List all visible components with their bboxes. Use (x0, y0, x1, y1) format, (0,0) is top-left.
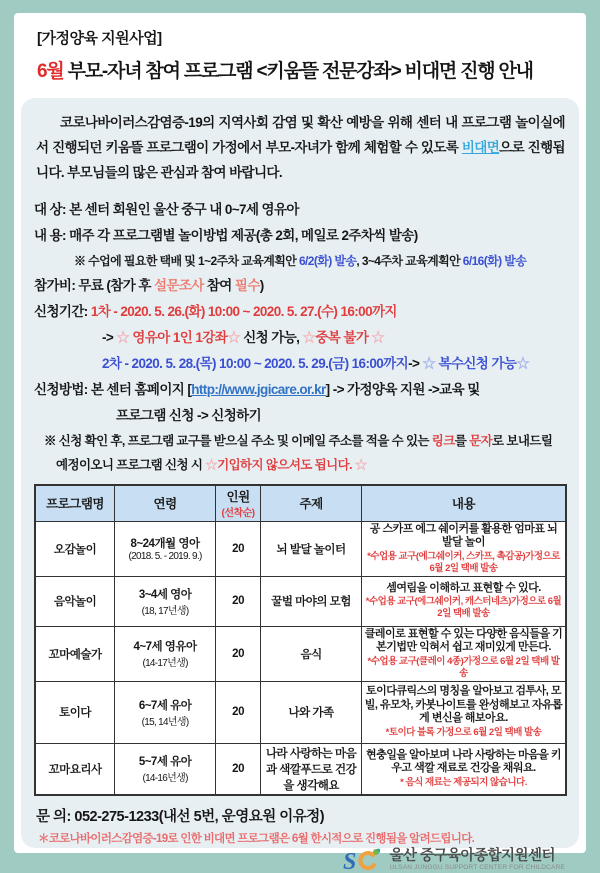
period-possible: 신청 가능, (240, 330, 302, 345)
intro-text-2: 으로 진행됩니다. 부모님들의 많은 관심과 참여 바랍니다. (36, 140, 565, 180)
star-icon: ☆ (116, 330, 132, 345)
age-range: 6~7세 유아 (117, 697, 213, 713)
fee-text-2: 참여 (204, 278, 235, 293)
content-desc: 셈여림을 이해하고 표현할 수 있다. (364, 582, 563, 596)
target-label: 대 상: (34, 202, 66, 217)
confirm-no-entry: 기입하지 않으셔도 됩니다. (217, 458, 352, 472)
program-topic: 꿀벌 마야의 모험 (261, 576, 362, 626)
age-years: (18, 17년생) (117, 602, 213, 617)
homepage-link[interactable]: http://www.jgicare.or.kr (191, 382, 325, 397)
content-desc: 현충일을 알아보며 나라 사랑하는 마음을 키우고 색깔 재료로 건강을 채워요. (364, 749, 563, 776)
program-topic: 나라 사랑하는 마음과 색깔푸드로 건강을 생각해요 (261, 743, 362, 795)
program-capacity: 20 (216, 743, 261, 795)
content-note: * 음식 재료는 제공되지 않습니다. (364, 777, 563, 789)
program-name: 꼬마요리사 (35, 743, 115, 795)
program-capacity: 20 (216, 681, 261, 743)
period-line-3 (34, 351, 567, 377)
page-title (37, 56, 576, 83)
center-logo (34, 847, 567, 873)
program-age (115, 681, 216, 743)
program-capacity: 20 (216, 576, 261, 626)
age-years: (2018. 5. - 2019. 9.) (117, 551, 213, 562)
temporary-notice: ＊코로나바이러스감염증-19로 인한 비대면 프로그램은 6월 한시적으로 진행됨을 알려드립니다. (38, 830, 567, 846)
content-note: *토이다 블록 가정으로 6월 2일 택배 발송 (364, 727, 563, 739)
program-age (115, 521, 216, 576)
program-name: 토이다 (35, 681, 115, 743)
age-range: 4~7세 영유아 (117, 638, 213, 654)
table-row (35, 681, 566, 743)
intro-text-1: 코로나바이러스감염증-19의 지역사회 감염 및 확산 예방을 위해 센터 내 프로그램 놀이실에서 진행되던 키움뜰 프로그램이 가정에서 부모-자녀가 함께 체험할 수 있도록 (36, 115, 565, 155)
program-content (362, 626, 566, 681)
content-value: 매주 각 프로그램별 놀이방법 제공(총 2회, 메일로 2주차씩 발송) (66, 228, 418, 243)
contact-number: 052-275-1233(내선 5번, 운영요원 이유정) (71, 809, 324, 825)
confirm-note-1 (34, 429, 567, 453)
program-content (362, 521, 566, 576)
logo-center-name: 울산 중구육아종합지원센터 (389, 849, 565, 864)
age-range: 3~4세 영아 (117, 586, 213, 602)
age-range: 8~24개월 영아 (117, 535, 213, 551)
star-icon: ☆ (368, 330, 384, 345)
logo-text-block (389, 849, 565, 871)
program-topic: 뇌 발달 놀이터 (261, 521, 362, 576)
content-subnote (34, 249, 567, 273)
title-text: 부모-자녀 참여 프로그램 <키움뜰 전문강좌> 비대면 진행 안내 (64, 61, 533, 82)
period-multi-apply: 복수신청 가능 (438, 356, 516, 371)
confirm-text-2: 를 (455, 434, 469, 448)
confirm-note-2 (34, 453, 567, 477)
fee-line (34, 273, 567, 299)
content-label: 내 용: (34, 228, 66, 243)
period-round2: 2차 - 2020. 5. 28.(목) 10:00 ~ 2020. 5. 29.(금) 16:00까지 (102, 356, 408, 371)
subnote-text-1: ※ 수업에 필요한 택배 및 1~2주차 교육계획안 (74, 254, 299, 268)
target-line (34, 197, 567, 223)
program-content (362, 681, 566, 743)
period-line-1 (34, 299, 567, 325)
program-content (362, 576, 566, 626)
star-icon: ☆ (302, 330, 315, 345)
program-age (115, 576, 216, 626)
period-label: 신청기간: (34, 304, 88, 319)
fee-required: 필수 (235, 278, 260, 293)
program-capacity: 20 (216, 521, 261, 576)
col-header-program: 프로그램명 (35, 485, 115, 521)
center-logo-icon (343, 847, 383, 873)
program-name: 오감놀이 (35, 521, 115, 576)
method-text-2: ] -> 가정양육 지원 ->교육 및 (326, 382, 480, 397)
star-icon: ☆ (205, 458, 217, 472)
period-arrow-2: -> (408, 356, 422, 371)
star-icon: ☆ (516, 356, 529, 371)
contact-line (36, 805, 567, 826)
age-years: (15, 14년생) (117, 713, 213, 728)
table-row (35, 521, 566, 576)
fee-text-1: 무료 (참가 후 (75, 278, 154, 293)
content-note: *수업용 교구(에그쉐이커, 캐스터네츠)가정으로 6월 2일 택배 발송 (364, 596, 563, 620)
contact-label: 문 의: (36, 809, 71, 825)
intro-highlight-untact: 비대면 (462, 140, 499, 155)
content-desc: 클레이로 표현할 수 있는 다양한 음식들을 기본기법만 익혀서 쉽고 재미있게 만든다. (364, 628, 563, 655)
confirm-text-1: ※ 신청 확인 후, 프로그램 교구를 받으실 주소 및 이메일 주소를 적을 수 있는 (44, 434, 432, 448)
star-icon: ☆ (422, 356, 438, 371)
col-header-topic: 주제 (261, 485, 362, 521)
confirm-sms-word: 문자 (469, 434, 492, 448)
period-no-duplicate: 중복 불가 (315, 330, 368, 345)
program-content (362, 743, 566, 795)
method-text-1: 본 센터 홈페이지 [ (88, 382, 192, 397)
program-topic: 나와 가족 (261, 681, 362, 743)
title-month: 6월 (37, 61, 64, 82)
category-heading: [가정양육 지원사업] (37, 27, 576, 48)
method-label: 신청방법: (34, 382, 88, 397)
age-years: (14-17년생) (117, 654, 213, 669)
intro-paragraph (36, 110, 565, 185)
program-table (34, 484, 567, 796)
table-header-row (35, 485, 566, 521)
method-line-1 (34, 377, 567, 403)
content-desc: 공 스카프 에그 쉐이커를 활용한 엄마표 뇌 발달 놀이 (364, 523, 563, 550)
capacity-header-text: 인원 (218, 487, 258, 505)
table-row (35, 576, 566, 626)
table-row (35, 626, 566, 681)
period-round1: 1차 - 2020. 5. 26.(화) 10:00 ~ 2020. 5. 27.(수) 16:00까지 (88, 304, 397, 319)
program-topic: 음식 (261, 626, 362, 681)
capacity-header-sub: (선착순) (218, 504, 258, 519)
header (14, 13, 586, 83)
logo-center-name-en: ULSAN JUNGGU SUPPORT CENTER FOR CHILDCARE (389, 864, 565, 871)
content-note: *수업용 교구(클레이 4종)가정으로 6월 2일 택배 발송 (364, 656, 563, 680)
age-years: (14-16년생) (117, 769, 213, 784)
content-line (34, 223, 567, 249)
period-arrow-1: -> (102, 330, 116, 345)
program-capacity: 20 (216, 626, 261, 681)
content-desc: 토이다큐릭스의 명칭을 알아보고 검투사, 모빌, 유모차, 카봇나이트를 완성해보고 자유롭게 변신을 해보아요. (364, 685, 563, 726)
target-value: 본 센터 회원인 울산 중구 내 0~7세 영유아 (66, 202, 299, 217)
confirm-link-word: 링크 (432, 434, 455, 448)
star-icon: ☆ (227, 330, 240, 345)
age-range: 5~7세 유아 (117, 753, 213, 769)
col-header-content: 내용 (362, 485, 566, 521)
confirm-text-4: 예정이오니 프로그램 신청 시 (56, 458, 205, 472)
fee-survey: 설문조사 (154, 278, 204, 293)
subnote-date-2: 6/16(화) 발송 (463, 254, 526, 268)
col-header-age: 연령 (115, 485, 216, 521)
subnote-text-2: , 3~4주차 교육계획안 (356, 254, 462, 268)
period-one-per-child: 영유아 1인 1강좌 (132, 330, 227, 345)
confirm-text-3: 로 보내드릴 (492, 434, 552, 448)
col-header-capacity (216, 485, 261, 521)
method-line-2: 프로그램 신청 -> 신청하기 (34, 403, 567, 429)
star-icon: ☆ (352, 458, 367, 472)
period-line-2 (34, 325, 567, 351)
program-name: 꼬마예술가 (35, 626, 115, 681)
table-row (35, 743, 566, 795)
program-age (115, 743, 216, 795)
svg-text:S: S (343, 849, 356, 873)
fee-text-3: ) (260, 278, 264, 293)
subnote-date-1: 6/2(화) 발송 (299, 254, 356, 268)
program-age (115, 626, 216, 681)
document-page (14, 13, 586, 853)
fee-label: 참가비: (34, 278, 75, 293)
content-note: *수업용 교구(에그쉐이커, 스카프, 촉감공)가정으로 6월 2일 택배 발송 (364, 551, 563, 575)
content-panel (21, 98, 579, 848)
program-name: 음악놀이 (35, 576, 115, 626)
